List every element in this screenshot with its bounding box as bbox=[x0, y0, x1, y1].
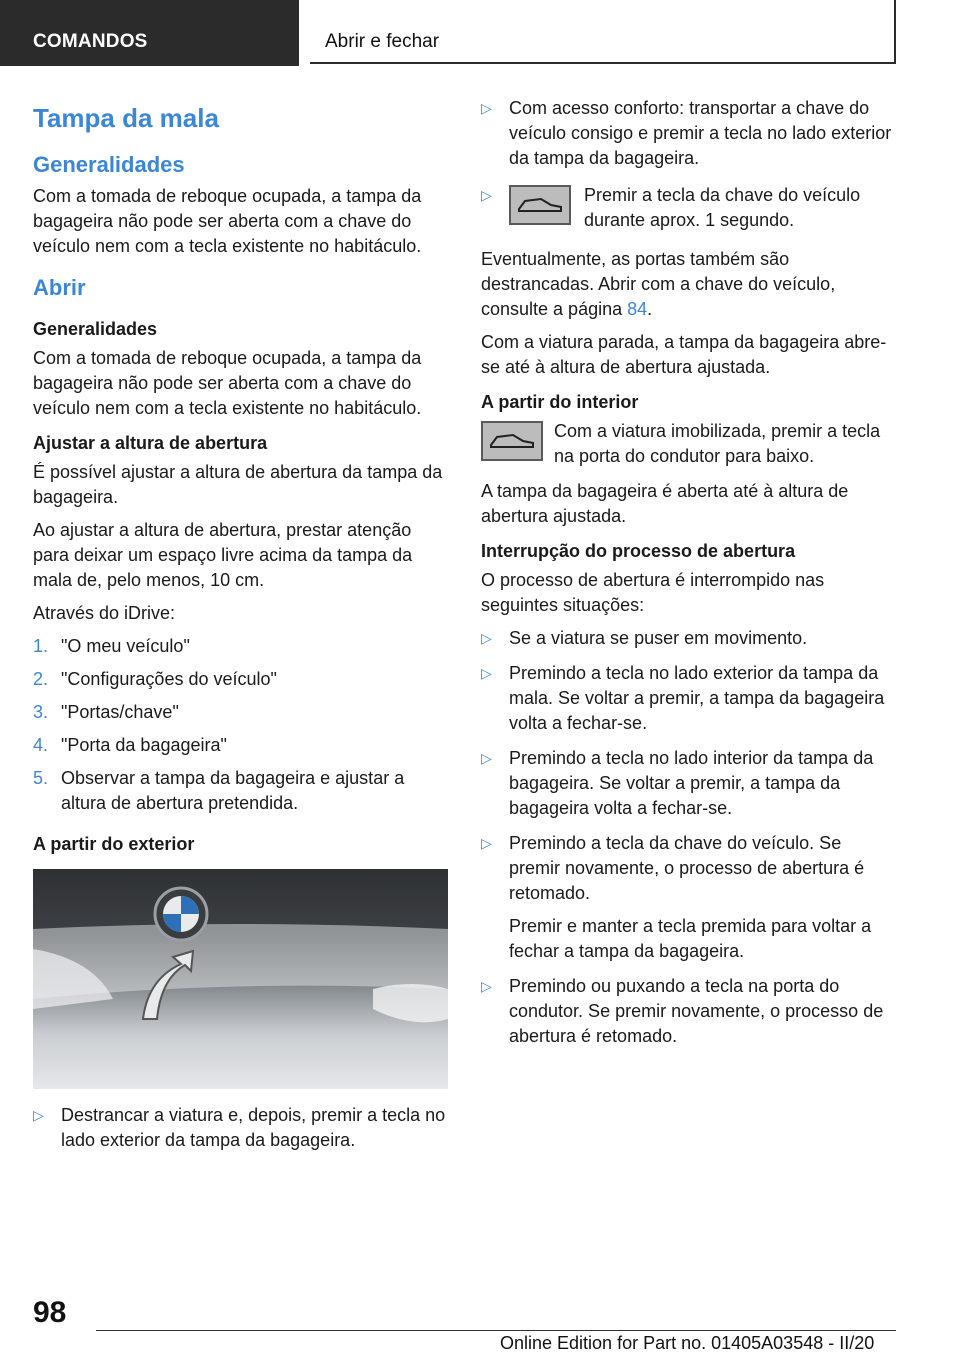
heading-generalidades: Generalidades bbox=[33, 152, 185, 177]
section-tab: COMANDOS bbox=[0, 0, 299, 66]
edition-note: Online Edition for Part no. 01405A03548 - II/20 bbox=[500, 1333, 875, 1353]
paragraph-interrompido: O processo de abertura é interrompido nas seguintes situações: bbox=[481, 570, 825, 615]
paragraph-idrive: Através do iDrive: bbox=[33, 603, 176, 623]
car-door-switch-icon bbox=[481, 421, 543, 461]
list-item: ▷ Premindo ou puxando a tecla na porta do condutor. Se premir novamente, o processo de abertura é retomado. bbox=[481, 976, 884, 1046]
triangle-bullet-icon: ▷ bbox=[481, 100, 492, 116]
page-title: Tampa da mala bbox=[33, 103, 219, 133]
list-item-subparagraph: Premir e manter a tecla premida para voltar a fechar a tampa da bagageira. bbox=[509, 916, 872, 961]
list-item: ▷ Premindo a tecla da chave do veículo. Se premir novamente, o processo de abertura é retomado. Premir e manter a tecla premida para voltar a fechar a tampa da bagageira. bbox=[481, 831, 897, 964]
subheading-ajustar-altura: Ajustar a altura de abertura bbox=[33, 433, 268, 453]
triangle-bullet-icon: ▷ bbox=[33, 1107, 44, 1123]
list-item: ▷ Premindo a tecla no lado exterior da tampa da mala. Se voltar a premir, a tampa da bagageira volta a fechar-se. bbox=[481, 663, 885, 733]
paragraph-ajustar-1: É possível ajustar a altura de abertura da tampa da bagageira. bbox=[33, 462, 443, 507]
triangle-bullet-icon: ▷ bbox=[481, 750, 492, 766]
exterior-bullet-list-cont bbox=[481, 96, 897, 171]
exterior-bullet-list bbox=[33, 1103, 448, 1153]
idrive-steps-list bbox=[33, 634, 448, 816]
paragraph-abrir-generalidades: Com a tomada de reboque ocupada, a tampa da bagageira não pode ser aberta com a chave do veículo nem com a tecla existente no habitáculo. bbox=[33, 348, 422, 418]
triangle-bullet-icon: ▷ bbox=[481, 978, 492, 994]
paragraph-aberta: A tampa da bagageira é aberta até à altura de abertura ajustada. bbox=[481, 481, 849, 526]
subheading-exterior: A partir do exterior bbox=[33, 834, 195, 854]
page-link[interactable]: 84 bbox=[627, 299, 648, 319]
subheading-interrupcao: Interrupção do processo de abertura bbox=[481, 541, 796, 561]
page-header bbox=[0, 0, 960, 66]
interrupcao-bullet-list bbox=[481, 626, 897, 1049]
paragraph-viatura-parada: Com a viatura parada, a tampa da bagageira abre-se até à altura de abertura ajustada. bbox=[481, 332, 887, 377]
list-item: ▷ Se a viatura se puser em movimento. bbox=[481, 626, 897, 651]
interior-icon-row: Com a viatura imobilizada, premir a tecla na porta do condutor para baixo. bbox=[481, 419, 897, 469]
list-item: 2. "Configurações do veículo" bbox=[33, 669, 277, 689]
list-item: ▷ Com acesso conforto: transportar a chave do veículo consigo e premir a tecla no lado exterior da tampa da bagageira. bbox=[481, 98, 892, 168]
list-item: 1. "O meu veículo" bbox=[33, 636, 190, 656]
triangle-bullet-icon: ▷ bbox=[481, 630, 492, 646]
triangle-bullet-icon: ▷ bbox=[481, 835, 492, 851]
chapter-title: Abrir e fechar bbox=[310, 0, 896, 64]
left-column bbox=[33, 96, 448, 1165]
right-column bbox=[481, 96, 897, 1061]
page-number: 98 bbox=[33, 1296, 67, 1329]
list-item: 5. Observar a tampa da bagageira e ajustar a altura de abertura pretendida. bbox=[33, 768, 405, 813]
list-item-key-icon: ▷ Premir a tecla da chave do veículo durante aprox. 1 segundo. bbox=[481, 185, 861, 230]
triangle-bullet-icon: ▷ bbox=[481, 665, 492, 681]
trunk-button-illustration bbox=[33, 869, 448, 1089]
list-item: ▷ Destrancar a viatura e, depois, premir a tecla no lado exterior da tampa da bagageira. bbox=[33, 1105, 446, 1150]
paragraph-ajustar-2: Ao ajustar a altura de abertura, prestar atenção para deixar um espaço livre acima da tampa da mala de, pelo menos, 10 cm. bbox=[33, 520, 413, 590]
list-item: ▷ Premindo a tecla no lado interior da tampa da bagageira. Se voltar a premir, a tampa da bagageira volta a fechar-se. bbox=[481, 748, 874, 818]
trunk-button-photo bbox=[33, 869, 448, 1089]
paragraph-eventualmente: Eventualmente, as portas também são destrancadas. Abrir com a chave do veículo, consulte a página 84. bbox=[481, 249, 836, 319]
subheading-generalidades: Generalidades bbox=[33, 319, 158, 339]
subheading-interior: A partir do interior bbox=[481, 392, 639, 412]
heading-abrir: Abrir bbox=[33, 275, 86, 300]
list-item: 4. "Porta da bagageira" bbox=[33, 735, 227, 755]
list-item: 3. "Portas/chave" bbox=[33, 702, 179, 722]
car-key-icon bbox=[509, 185, 571, 225]
paragraph-generalidades: Com a tomada de reboque ocupada, a tampa da bagageira não pode ser aberta com a chave do veículo nem com a tecla existente no habitáculo. bbox=[33, 186, 422, 256]
triangle-bullet-icon: ▷ bbox=[481, 187, 492, 203]
